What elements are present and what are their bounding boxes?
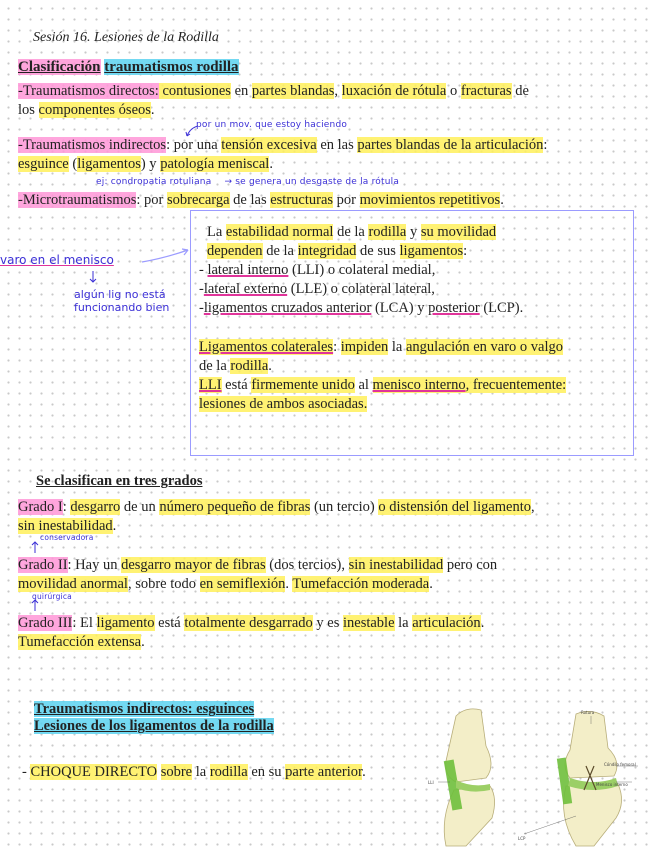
text: : bbox=[543, 137, 548, 153]
heading-part-a: Clasificación bbox=[18, 59, 101, 75]
text-angulacion: angulación en varo o valgo bbox=[405, 339, 564, 355]
text-ligamentos: ligamentos bbox=[399, 243, 464, 259]
text: ) y bbox=[140, 156, 161, 172]
paragraph-microtraumatismos bbox=[18, 191, 648, 210]
text-ligamentos-colaterales: Ligamentos colaterales bbox=[199, 339, 334, 355]
text-componentes-oseos: componentes óseos bbox=[38, 102, 151, 118]
text: , bbox=[531, 499, 535, 515]
text: en las bbox=[316, 137, 358, 153]
text: La bbox=[207, 224, 226, 240]
text: : Hay un bbox=[67, 557, 122, 573]
text-numero-pequeno: número pequeño de fibras bbox=[159, 499, 311, 515]
text: de la bbox=[333, 224, 369, 240]
paragraph-traumatismos-indirectos bbox=[18, 136, 648, 174]
text-menisco-interno: menisco interno bbox=[372, 377, 466, 393]
text: (LCP). bbox=[479, 300, 524, 316]
text-desgarro-mayor: desgarro mayor de fibras bbox=[121, 557, 266, 573]
text: . bbox=[480, 615, 485, 631]
text: pero con bbox=[443, 557, 498, 573]
grades-heading: Se clasifican en tres grados bbox=[36, 473, 203, 489]
text: (LLI) o colateral medial, bbox=[288, 262, 436, 278]
text: en bbox=[230, 83, 252, 99]
paragraph-grado-2 bbox=[18, 556, 648, 594]
text: . bbox=[362, 764, 366, 780]
section-heading-lesiones bbox=[34, 717, 274, 736]
text: de un bbox=[120, 499, 160, 515]
figure-label-menisco: Menisco interno bbox=[596, 782, 628, 787]
text: (LLE) o colateral lateral, bbox=[287, 281, 435, 297]
knee-ligament-illustration bbox=[426, 706, 656, 848]
text-partes-blandas-articulacion: partes blandas de la articulación bbox=[357, 137, 544, 153]
note-desgaste: → se genera un desgaste de la rótula bbox=[224, 177, 400, 187]
handwritten-note-condropatia bbox=[96, 177, 399, 187]
text: al bbox=[354, 377, 373, 393]
text: de sus bbox=[356, 243, 400, 259]
figure-label-condilo: Cóndilo femoral bbox=[604, 762, 636, 767]
text-inestable: inestable bbox=[342, 615, 395, 631]
text-lateral-externo: lateral externo bbox=[203, 281, 288, 297]
text-partes-blandas: partes blandas bbox=[251, 83, 335, 99]
text: la bbox=[388, 339, 406, 355]
text: de bbox=[511, 83, 529, 99]
label-grado-3: Grado III bbox=[18, 615, 73, 631]
handwritten-note-movimiento: por un mov. que estoy haciendo bbox=[196, 120, 348, 130]
text-totalmente-desgarrado: totalmente desgarrado bbox=[184, 615, 313, 631]
text: : bbox=[463, 243, 468, 259]
pointer-arrow-icon bbox=[140, 246, 192, 268]
figure-label-lcp: LCP bbox=[518, 836, 526, 841]
text-ligamento: ligamento bbox=[96, 615, 155, 631]
text-sin-inestabilidad: sin inestabilidad bbox=[18, 518, 113, 534]
text: : por una bbox=[166, 137, 222, 153]
paragraph-grado-1 bbox=[18, 498, 648, 536]
text: la bbox=[192, 764, 210, 780]
section-heading-clasificacion bbox=[18, 58, 239, 77]
text: . bbox=[500, 192, 504, 208]
text-sin-inestabilidad: sin inestabilidad bbox=[348, 557, 444, 573]
box-ligament-list bbox=[199, 261, 629, 318]
text: (dos tercios), bbox=[265, 557, 349, 573]
text: de las bbox=[229, 192, 271, 208]
text: y bbox=[406, 224, 421, 240]
text: - bbox=[199, 281, 204, 297]
text: . bbox=[141, 634, 145, 650]
text: de la bbox=[262, 243, 298, 259]
text-choque-directo: CHOQUE DIRECTO bbox=[30, 764, 158, 780]
text-cruzados-anterior: ligamentos cruzados anterior bbox=[203, 300, 372, 316]
text-patologia-meniscal: patología meniscal bbox=[160, 156, 270, 172]
label-traumatismos-indirectos: -Traumatismos indirectos bbox=[18, 137, 167, 153]
up-arrow-icon bbox=[30, 540, 40, 554]
heading-lesiones-ligamentos: Lesiones de los ligamentos de la rodilla bbox=[34, 718, 274, 734]
label-microtraumatismos: -Microtraumatismos bbox=[18, 192, 137, 208]
text: (un tercio) bbox=[310, 499, 379, 515]
text-articulacion: articulación bbox=[412, 615, 481, 631]
box-text-estabilidad bbox=[207, 223, 627, 261]
text-rodilla: rodilla bbox=[209, 764, 248, 780]
text-integridad: integridad bbox=[297, 243, 357, 259]
text-su-movilidad: su movilidad bbox=[420, 224, 497, 240]
text-lli: LLI bbox=[199, 377, 222, 393]
text: . bbox=[429, 576, 433, 592]
text: (LCA) y bbox=[371, 300, 429, 316]
text: : bbox=[62, 499, 71, 515]
label-grado-2: Grado II bbox=[18, 557, 68, 573]
down-arrow-icon bbox=[88, 270, 98, 284]
text-ligamentos: ligamentos bbox=[77, 156, 141, 172]
text: . bbox=[269, 156, 273, 172]
text-lesiones-asociadas: lesiones de ambos asociadas. bbox=[199, 396, 368, 412]
text-fracturas: fracturas bbox=[460, 83, 512, 99]
paragraph-traumatismos-directos bbox=[18, 82, 638, 120]
text-dependen: dependen bbox=[207, 243, 263, 259]
text-sobre: sobre bbox=[160, 764, 193, 780]
text: o bbox=[446, 83, 461, 99]
note-varo: varo en el menisco bbox=[0, 253, 114, 267]
text: , bbox=[334, 83, 342, 99]
heading-esguinces: Traumatismos indirectos: esguinces bbox=[34, 701, 255, 717]
text: . bbox=[285, 576, 293, 592]
text-lateral-interno: lateral interno bbox=[207, 262, 289, 278]
text: por bbox=[333, 192, 360, 208]
text-frecuentemente: , frecuentemente: bbox=[465, 377, 567, 393]
text-esguince: esguince bbox=[18, 156, 69, 172]
text: la bbox=[394, 615, 413, 631]
figure-label-rotura: Rotura bbox=[581, 710, 595, 715]
text-parte-anterior: parte anterior bbox=[285, 764, 363, 780]
text: - bbox=[199, 262, 208, 278]
text: - bbox=[199, 300, 204, 316]
paragraph-grado-3 bbox=[18, 614, 648, 652]
text-rodilla: rodilla bbox=[230, 358, 269, 374]
text: de la bbox=[199, 358, 231, 374]
text-luxacion: luxación de rótula bbox=[341, 83, 447, 99]
text-tumefaccion-moderada: Tumefacción moderada bbox=[292, 576, 430, 592]
handwritten-note-conservadora: conservadora bbox=[40, 533, 94, 542]
text-movilidad-anormal: movilidad anormal bbox=[18, 576, 128, 592]
text: : por bbox=[136, 192, 168, 208]
label-traumatismos-directos: -Traumatismos directos: bbox=[18, 83, 159, 99]
text: : El bbox=[72, 615, 97, 631]
paragraph-choque-directo bbox=[22, 763, 366, 782]
page-title: Sesión 16. Lesiones de la Rodilla bbox=[33, 30, 219, 45]
text-estructuras: estructuras bbox=[270, 192, 334, 208]
text: . bbox=[268, 358, 272, 374]
text-distension: o distensión del ligamento bbox=[378, 499, 532, 515]
text: - bbox=[22, 764, 31, 780]
text: ( bbox=[68, 156, 78, 172]
text-estabilidad-normal: estabilidad normal bbox=[225, 224, 334, 240]
figure-label-lli: LLI bbox=[428, 780, 434, 785]
text: los bbox=[18, 102, 39, 118]
text-impiden: impiden bbox=[340, 339, 389, 355]
text-movimientos-repetitivos: movimientos repetitivos bbox=[359, 192, 501, 208]
text-tumefaccion-extensa: Tumefacción extensa bbox=[18, 634, 142, 650]
text-sobrecarga: sobrecarga bbox=[167, 192, 230, 208]
text-desgarro: desgarro bbox=[70, 499, 121, 515]
up-arrow-icon bbox=[30, 598, 40, 612]
text: . bbox=[112, 518, 117, 534]
text: en su bbox=[247, 764, 286, 780]
text: y es bbox=[312, 615, 343, 631]
text-semiflexion: en semiflexión bbox=[199, 576, 286, 592]
heading-part-b: traumatismos rodilla bbox=[104, 59, 239, 75]
handwritten-note-ligamento: algún lig no está funcionando bien bbox=[74, 288, 170, 314]
text: : bbox=[333, 339, 341, 355]
text-posterior: posterior bbox=[428, 300, 480, 316]
text-firmemente-unido: firmemente unido bbox=[251, 377, 355, 393]
text: . bbox=[150, 102, 155, 118]
box-text-colaterales bbox=[199, 338, 631, 414]
text-tension-excesiva: tensión excesiva bbox=[221, 137, 317, 153]
text: está bbox=[221, 377, 252, 393]
label-grado-1: Grado I bbox=[18, 499, 63, 515]
handwritten-note-varo bbox=[0, 254, 114, 267]
text-contusiones: contusiones bbox=[158, 83, 231, 99]
handwritten-note-quirurgica: quirúrgica bbox=[32, 592, 72, 601]
text-rodilla: rodilla bbox=[368, 224, 407, 240]
text: está bbox=[154, 615, 185, 631]
note-condropatia: ej: condropatia rotuliana bbox=[96, 177, 212, 187]
text: , sobre todo bbox=[127, 576, 200, 592]
